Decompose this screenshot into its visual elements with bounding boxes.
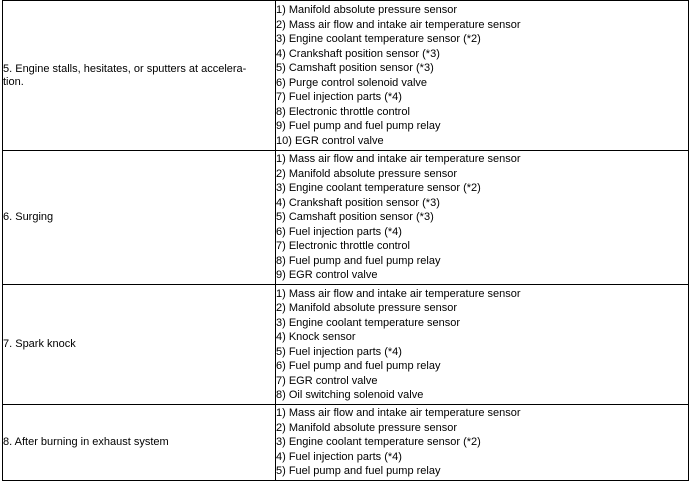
check-item: 2) Manifold absolute pressure sensor: [276, 302, 457, 314]
check-items-cell: [276, 151, 689, 285]
diagnosis-table: [2, 0, 689, 481]
check-item: 3) Engine coolant temperature sensor (*2): [276, 33, 481, 45]
symptom-text: 6. Surging: [3, 211, 54, 223]
check-item: 8) Fuel pump and fuel pump relay: [276, 254, 441, 267]
symptom-cell: [3, 285, 276, 405]
check-items-cell: [276, 1, 689, 151]
check-item: 6) Purge control solenoid valve: [276, 76, 428, 89]
check-items-cell: [276, 285, 689, 405]
check-item: 7) Fuel injection parts (*4): [276, 91, 402, 103]
check-item: 4) Crankshaft position sensor (*3): [276, 47, 440, 60]
symptom-text: 7. Spark knock: [3, 338, 76, 350]
check-item: 1) Mass air flow and intake air temperature sensor: [276, 407, 521, 420]
symptom-text: 8. After burning in exhaust system: [3, 436, 169, 448]
table-row: [3, 1, 689, 151]
check-item: 1) Manifold absolute pressure sensor: [276, 4, 457, 16]
symptom-cell: [3, 1, 276, 151]
check-item: 4) Crankshaft position sensor (*3): [276, 196, 440, 209]
check-item: 1) Mass air flow and intake air temperature sensor: [276, 153, 521, 166]
check-item: 7) Electronic throttle control: [276, 240, 410, 253]
check-item: 5) Camshaft position sensor (*3): [276, 62, 434, 74]
check-item: 10) EGR control valve: [276, 134, 384, 147]
check-item: 1) Mass air flow and intake air temperature sensor: [276, 287, 521, 300]
check-item: 3) Engine coolant temperature sensor (*2): [276, 436, 481, 449]
check-item: 6) Fuel injection parts (*4): [276, 225, 402, 238]
check-item: 5) Camshaft position sensor (*3): [276, 211, 434, 224]
table-row: [3, 151, 689, 285]
check-item: 7) EGR control valve: [276, 374, 378, 387]
check-item: 3) Engine coolant temperature sensor (*2): [276, 182, 481, 195]
symptom-cell: [3, 405, 276, 481]
check-item: 3) Engine coolant temperature sensor: [276, 316, 461, 329]
check-item: 2) Manifold absolute pressure sensor: [276, 167, 457, 180]
check-item: 4) Knock sensor: [276, 331, 356, 343]
check-items-cell: [276, 405, 689, 481]
symptom-text: 5. Engine stalls, hesitates, or sputters at accelera- tion.: [3, 62, 247, 88]
check-item: 5) Fuel injection parts (*4): [276, 345, 402, 358]
table-row: [3, 405, 689, 481]
symptom-cell: [3, 151, 276, 285]
check-item: 4) Fuel injection parts (*4): [276, 450, 402, 463]
check-item: 5) Fuel pump and fuel pump relay: [276, 465, 441, 478]
check-item: 8) Oil switching solenoid valve: [276, 389, 424, 401]
check-item: 2) Manifold absolute pressure sensor: [276, 421, 457, 434]
check-item: 9) EGR control valve: [276, 269, 378, 282]
check-item: 8) Electronic throttle control: [276, 105, 410, 118]
table-row: [3, 285, 689, 405]
check-item: 2) Mass air flow and intake air temperature sensor: [276, 18, 521, 31]
check-item: 6) Fuel pump and fuel pump relay: [276, 360, 441, 372]
check-item: 9) Fuel pump and fuel pump relay: [276, 120, 441, 132]
